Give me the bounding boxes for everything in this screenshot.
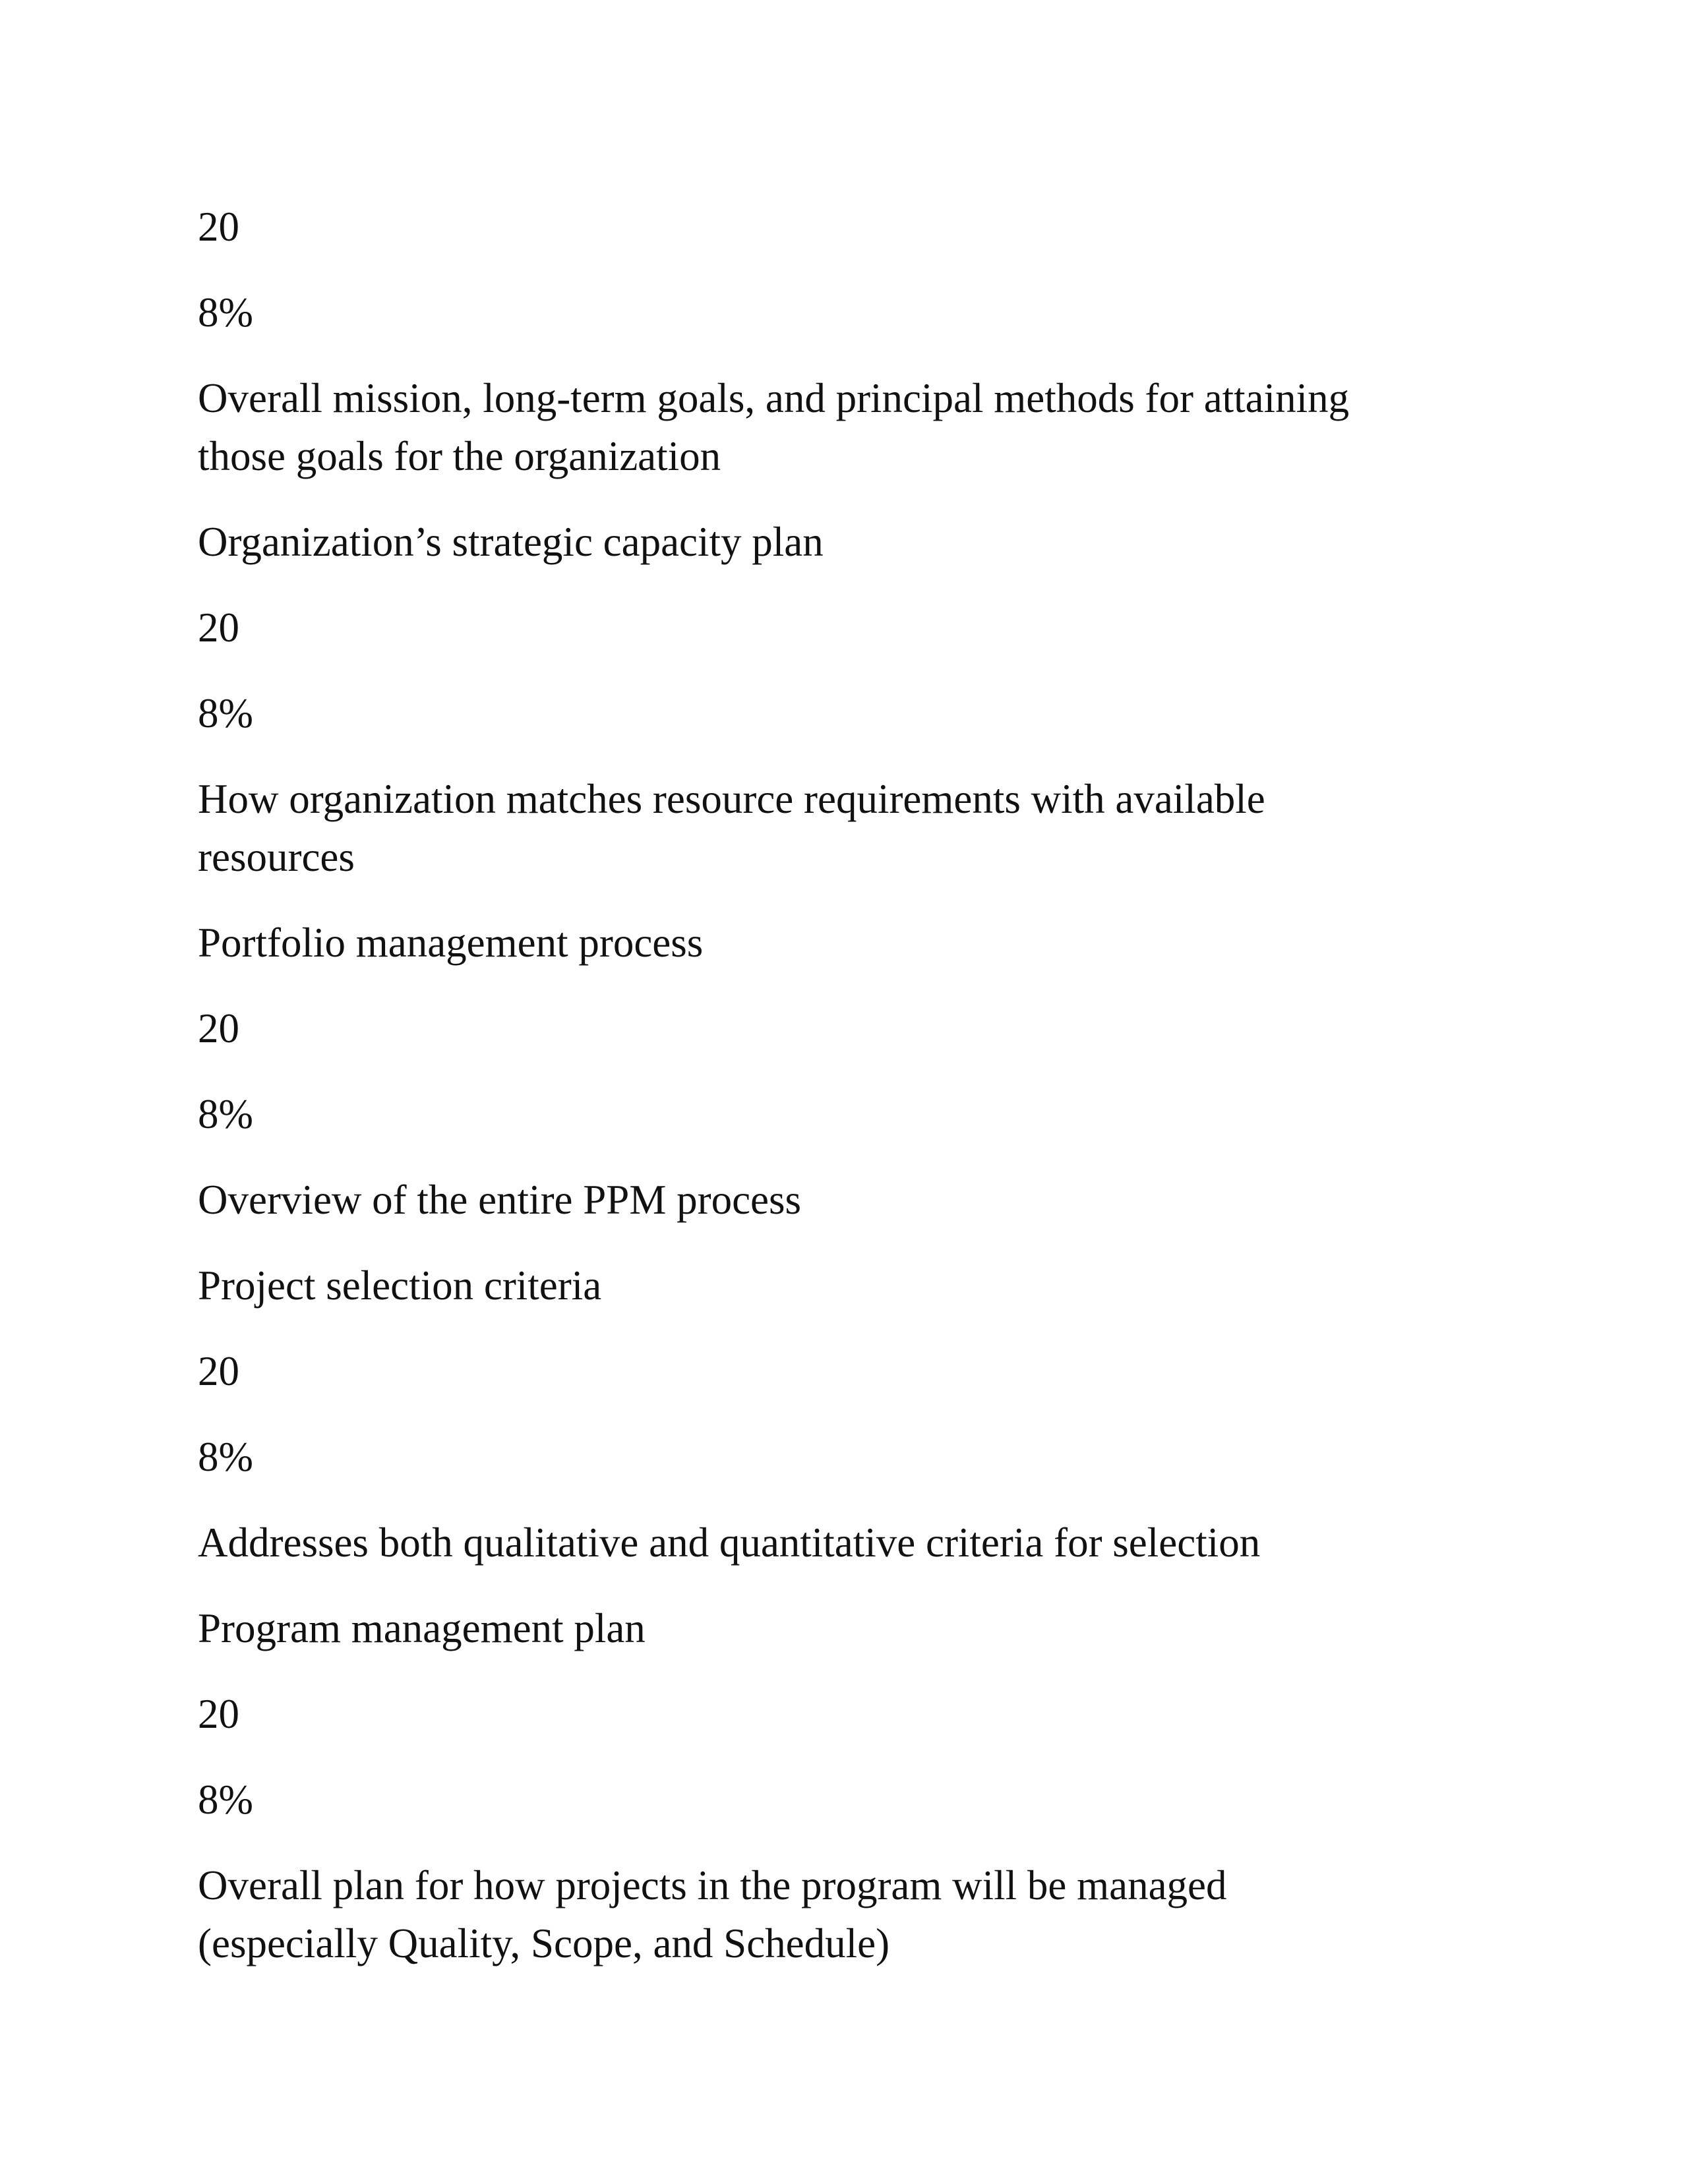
- criterion-title: Program management plan: [198, 1605, 646, 1651]
- points-value: 20: [198, 1005, 239, 1051]
- weight-percent: 8%: [198, 1777, 253, 1823]
- criterion-title: Project selection criteria: [198, 1262, 602, 1309]
- document-body: [198, 198, 1503, 2000]
- points-value: 20: [198, 1691, 239, 1737]
- criterion-title: Organization’s strategic capacity plan: [198, 519, 824, 565]
- points-value: 20: [198, 605, 239, 651]
- weight-percent: 8%: [198, 1434, 253, 1480]
- points-value: 20: [198, 1348, 239, 1394]
- weight-percent: 8%: [198, 1091, 253, 1137]
- criterion-description: How organization matches resource requirements with available resources: [198, 776, 1265, 880]
- criterion-title: Portfolio management process: [198, 920, 704, 966]
- weight-percent: 8%: [198, 289, 253, 336]
- weight-percent: 8%: [198, 690, 253, 736]
- criterion-description: Overall mission, long-term goals, and principal methods for attaining those goals for the organization: [198, 375, 1350, 479]
- criterion-description: Overall plan for how projects in the program will be managed (especially Quality, Scope, and Schedule): [198, 1862, 1227, 1966]
- criterion-description: Addresses both qualitative and quantitative criteria for selection: [198, 1520, 1261, 1566]
- points-value: 20: [198, 204, 239, 250]
- criterion-description: Overview of the entire PPM process: [198, 1177, 802, 1223]
